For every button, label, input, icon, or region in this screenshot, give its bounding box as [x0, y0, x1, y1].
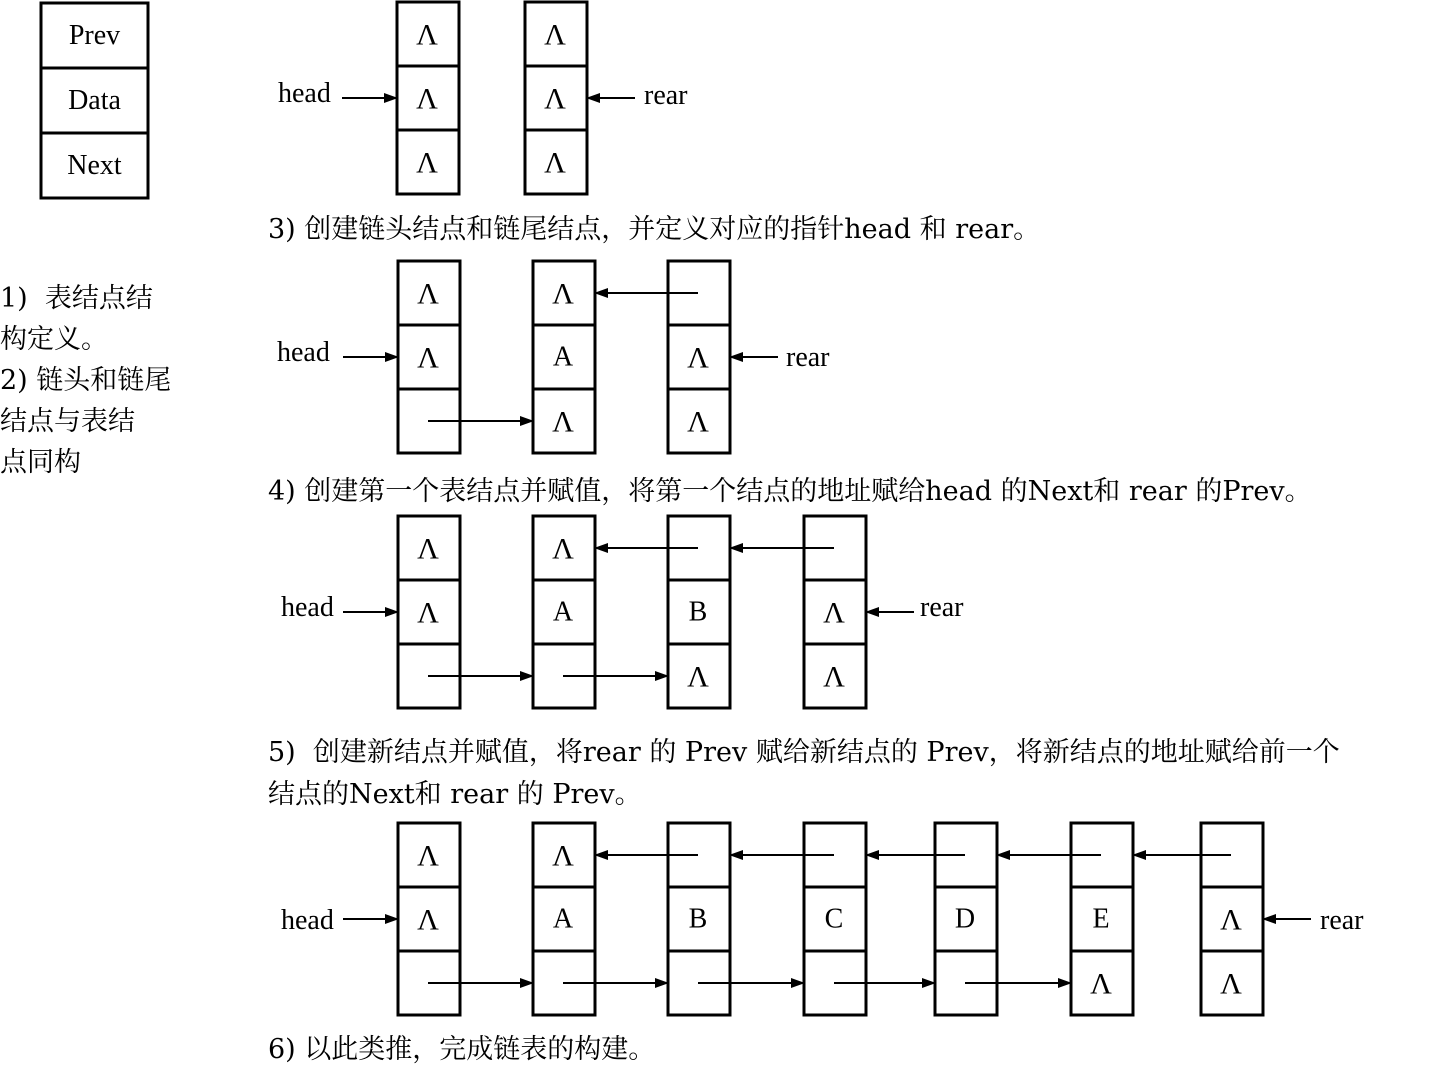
step-5-head-label: head	[281, 592, 334, 623]
step-6-node-2-data-value: A	[552, 903, 574, 935]
step-6-caption: 6) 以此类推，完成链表的构建。	[268, 1034, 656, 1065]
step-3-node-1-next-value: Λ	[416, 146, 438, 180]
step-3-head-label: head	[278, 78, 331, 109]
step-4-rear-label: rear	[786, 342, 830, 373]
step-6-node-6-data-value: E	[1092, 903, 1110, 935]
legend-label-prev: Prev	[68, 20, 121, 51]
step-3-node-2-next-value: Λ	[544, 146, 566, 180]
step-6-node-3-data-value: B	[688, 903, 708, 935]
legend-label-data: Data	[68, 85, 121, 116]
step-6-node-1-data-value: Λ	[417, 903, 439, 937]
step-6-node-2-prev-value: Λ	[552, 839, 574, 873]
step-5-rear-label: rear	[920, 592, 964, 623]
step-4-node-2-next-value: Λ	[552, 405, 574, 439]
step-3-node-1-data-value: Λ	[416, 82, 438, 116]
step-5-node-4-next-value: Λ	[823, 660, 845, 694]
step-3-node-2-prev-value: Λ	[544, 18, 566, 52]
step-4-node-3-next-value: Λ	[687, 405, 709, 439]
step-6-node-5-data-value: D	[954, 903, 976, 935]
step-3-caption: 3) 创建链头结点和链尾结点，并定义对应的指针head 和 rear。	[268, 214, 1041, 245]
step-5-node-4-data-value: Λ	[823, 596, 845, 630]
step-6-node-6-next-value: Λ	[1090, 967, 1112, 1001]
step-4-node-2-data-value: A	[552, 341, 574, 373]
step-5-node-3-next-value: Λ	[687, 660, 709, 694]
step-4-head-label: head	[277, 337, 330, 368]
step-6-node-7-next-value: Λ	[1220, 967, 1242, 1001]
step-3-rear-label: rear	[644, 80, 688, 111]
step-6-head-label: head	[281, 905, 334, 936]
side-note: 1) 表结点结 构定义。 2) 链头和链尾 结点与表结 点同构	[0, 283, 172, 478]
step-3-node-1-prev-value: Λ	[416, 18, 438, 52]
step-6-node-4-data-value: C	[824, 903, 844, 935]
step-5-node-1-prev-value: Λ	[417, 532, 439, 566]
step-5-node-2-prev-value: Λ	[552, 532, 574, 566]
step-5-node-2-data-value: A	[552, 596, 574, 628]
step-4-node-3-data-value: Λ	[687, 341, 709, 375]
step-5-node-3-data-value: B	[688, 596, 708, 628]
step-3-node-2-data-value: Λ	[544, 82, 566, 116]
step-6-node-7-data-value: Λ	[1220, 903, 1242, 937]
step-5-caption: 5) 创建新结点并赋值，将rear 的 Prev 赋给新结点的 Prev，将新结点的地址赋给前一个 结点的Next和 rear 的 Prev。	[268, 737, 1340, 810]
step-4-caption: 4) 创建第一个表结点并赋值，将第一个结点的地址赋给head 的Next和 rear 的Prev。	[268, 476, 1312, 507]
step-4-node-2-prev-value: Λ	[552, 277, 574, 311]
step-5-node-1-data-value: Λ	[417, 596, 439, 630]
step-4-node-1-data-value: Λ	[417, 341, 439, 375]
legend-label-next: Next	[67, 150, 122, 181]
step-6-rear-label: rear	[1320, 905, 1364, 936]
step-6-node-1-prev-value: Λ	[417, 839, 439, 873]
step-4-node-1-prev-value: Λ	[417, 277, 439, 311]
